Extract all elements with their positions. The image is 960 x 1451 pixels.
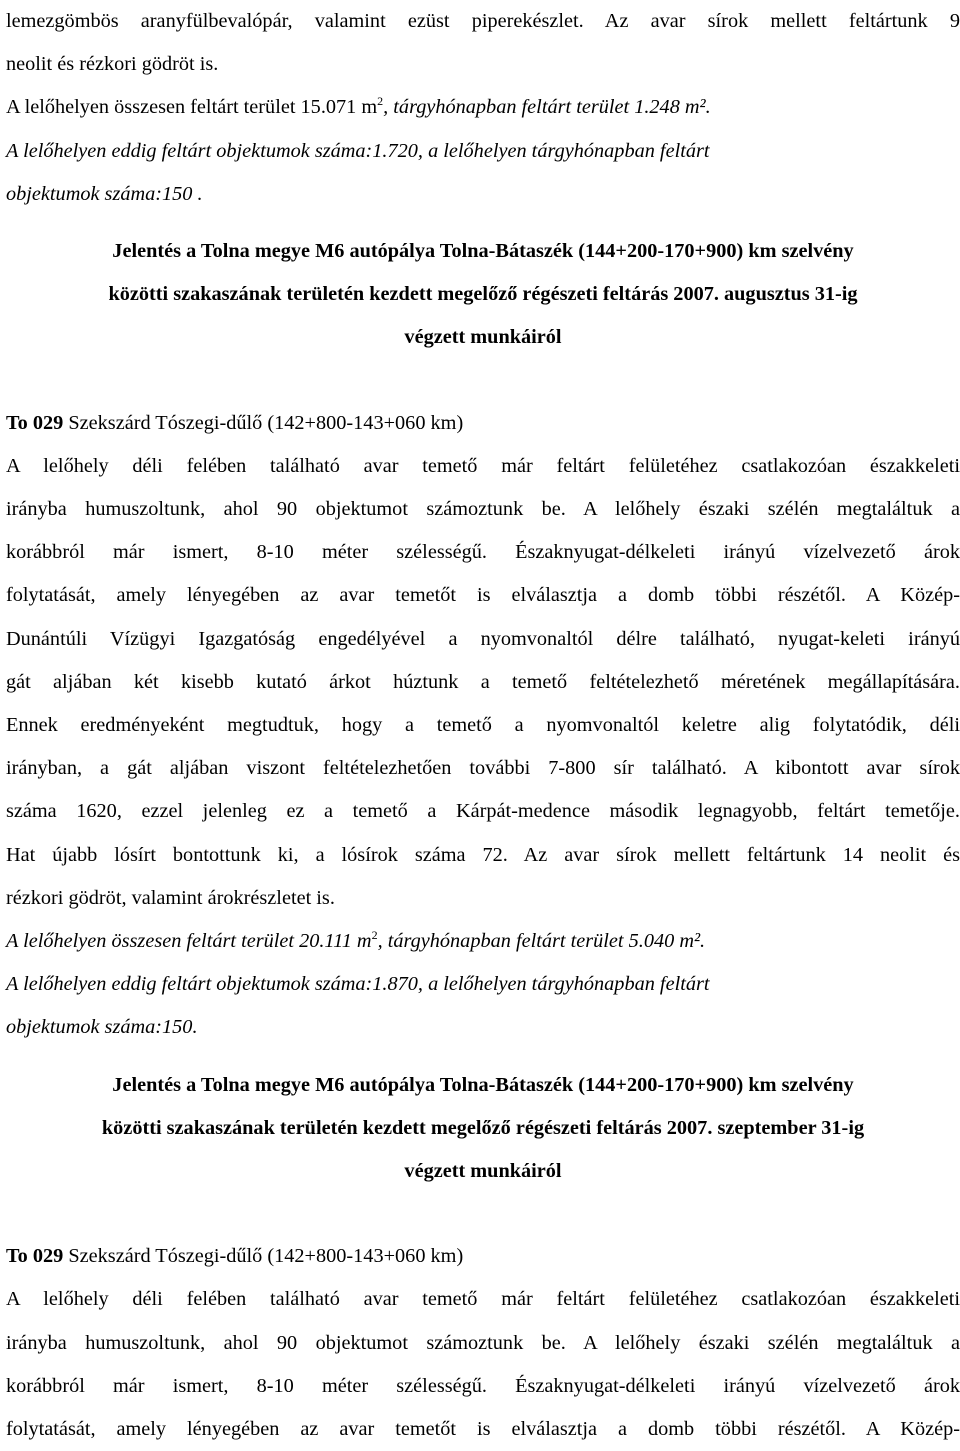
text-line: rézkori gödröt, valamint árokrészletet is. [6,886,335,909]
text-line: korábbról már ismert, 8-10 méter szélességű. Északnyugat-délkeleti irányú vízelvezető árok [6,541,960,564]
report-body [6,1278,960,1451]
report-section-august [6,230,960,1050]
text-line: folytatását, amely lényegében az avar temetőt is elválasztja a domb többi részétől. A Közép- [6,584,960,607]
paragraph [6,0,960,86]
text-line: irányban, a gát aljában viszont feltételezhetően további 7-800 sír található. A kibontott avar sírok [6,757,960,780]
area-line [6,920,960,963]
site-name: Szekszárd Tószegi-dűlő (142+800-143+060 km) [63,1245,464,1268]
text-line: A lelőhelyen eddig feltárt objektumok száma:1.720, a lelőhelyen tárgyhónapban feltárt [6,139,710,162]
text-line: folytatását, amely lényegében az avar temetőt is elválasztja a domb többi részétől. A Közép- [6,1418,960,1441]
site-title [6,402,960,445]
text-line: gát aljában két kisebb kutató árkot húztunk a temető feltételezhető méretének megállapítására. [6,670,960,693]
area-sup: 2 [371,928,378,943]
text-line: objektumok száma:150 . [6,182,203,205]
text-line: korábbról már ismert, 8-10 méter szélességű. Északnyugat-délkeleti irányú vízelvezető árok [6,1374,960,1397]
area-prefix: A lelőhelyen összesen feltárt terület 15.071 m [6,96,378,119]
text-line: Ennek eredményeként megtudtuk, hogy a temető a nyomvonaltól keletre alig folytatódik, déli [6,714,960,737]
objects-count [6,130,960,216]
text-line: irányba humuszoltunk, ahol 90 objektumot számoztunk be. A lelőhely északi szélén megtaláltuk a [6,498,960,521]
area-suffix: , tárgyhónapban feltárt terület 1.248 m². [383,96,711,119]
text-line: A lelőhelyen eddig feltárt objektumok száma:1.870, a lelőhelyen tárgyhónapban feltárt [6,973,710,996]
text-line: irányba humuszoltunk, ahol 90 objektumot számoztunk be. A lelőhely északi szélén megtaláltuk a [6,1331,960,1354]
site-code: To 029 [6,411,64,434]
area-sup: 2 [377,94,384,109]
area-line [6,86,960,129]
text-line: A lelőhely déli felében található avar temető már feltárt felületéhez csatlakozóan északkeleti [6,454,960,477]
report-heading: Jelentés a Tolna megye M6 autópálya Tolna-Bátaszék (144+200-170+900) km szelvény közötti szakaszának területén kezdett megelőző régészeti feltárás 2007. szeptember 31-ig végzett munkáiról [101,1073,865,1183]
top-block [6,0,960,216]
objects-count [6,963,960,1049]
area-suffix: , tárgyhónapban feltárt terület 5.040 m². [377,930,706,953]
report-heading: Jelentés a Tolna megye M6 autópálya Tolna-Bátaszék (144+200-170+900) km szelvény közötti szakaszának területén kezdett megelőző régészeti feltárás 2007. augusztus 31-ig végzett munkáiról [108,240,858,349]
report-body [6,445,960,920]
text-line: Hat újabb lósírt bontottunk ki, a lósírok száma 72. Az avar sírok mellett feltártunk 14 neolit és [6,843,960,866]
area-prefix: A lelőhelyen összesen feltárt terület 20.111 m [6,930,372,953]
text-line: A lelőhely déli felében található avar temető már feltárt felületéhez csatlakozóan északkeleti [6,1288,960,1311]
text-line: neolit és rézkori gödröt is. [6,53,219,76]
document-page [6,0,960,1451]
site-name: Szekszárd Tószegi-dűlő (142+800-143+060 km) [63,411,464,434]
text-line: száma 1620, ezzel jelenleg ez a temető a Kárpát-medence második legnagyobb, feltárt temetője. [6,800,960,823]
text-line: lemezgömbös aranyfülbevalópár, valamint ezüst piperekészlet. Az avar sírok mellett feltártunk 9 [6,10,960,32]
text-line: Dunántúli Vízügyi Igazgatóság engedélyével a nyomvonaltól délre található, nyugat-keleti irányú [6,627,960,650]
site-title [6,1235,960,1278]
text-line: objektumok száma:150. [6,1016,198,1039]
site-code: To 029 [6,1245,64,1268]
